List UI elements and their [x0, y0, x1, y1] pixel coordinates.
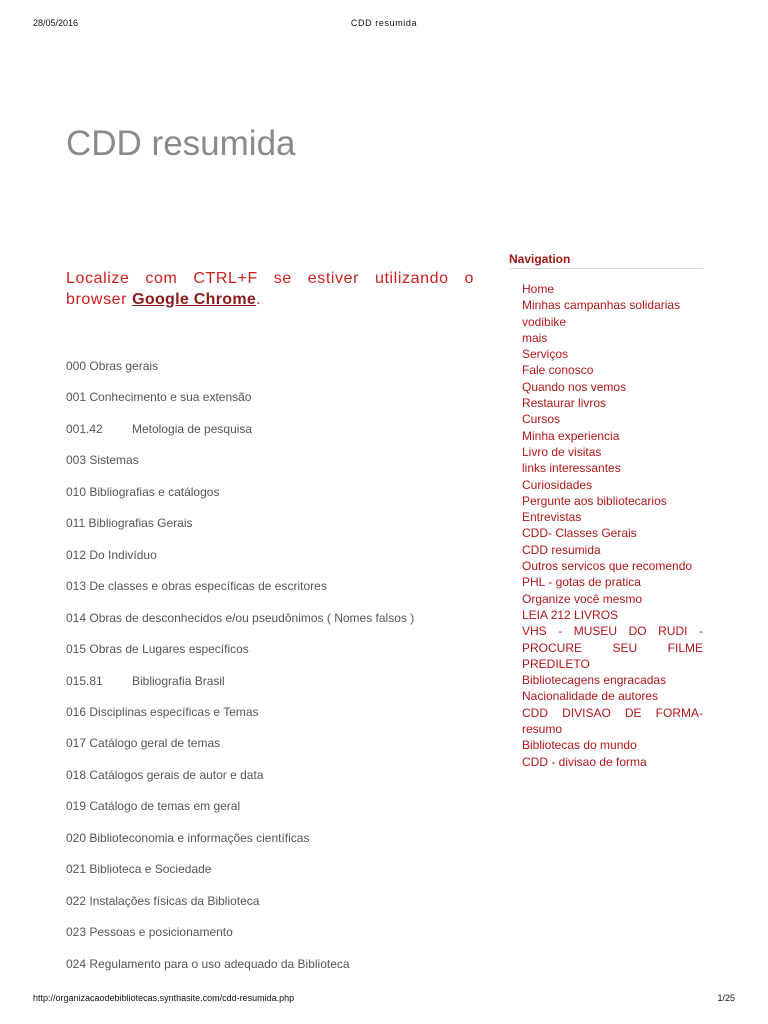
print-date: 28/05/2016	[33, 18, 79, 28]
search-tip	[66, 268, 474, 310]
class-label: Obras de Lugares específicos	[89, 642, 249, 657]
nav-item[interactable]: mais	[522, 330, 548, 345]
class-code: 014	[66, 610, 87, 625]
nav-item[interactable]: CDD DIVISAO DE FORMA-resumo	[522, 705, 703, 737]
class-row	[66, 611, 414, 625]
class-row	[66, 674, 225, 688]
nav-item[interactable]: VHS - MUSEU DO RUDI - PROCURE SEU FILME PREDILETO	[522, 624, 703, 671]
class-label: Obras gerais	[89, 359, 159, 373]
class-code: 015.81	[66, 673, 103, 688]
nav-item[interactable]: Minha experiencia	[522, 428, 620, 443]
class-label: Bibliografia Brasil	[132, 673, 225, 688]
nav-item[interactable]: Nacionalidade de autores	[522, 689, 659, 704]
class-code: 022	[66, 893, 87, 908]
nav-item[interactable]: Bibliotecagens engracadas	[522, 673, 667, 688]
class-row	[66, 925, 233, 939]
nav-item[interactable]: Bibliotecas do mundo	[522, 738, 637, 753]
google-chrome-link[interactable]: Google Chrome	[132, 291, 257, 308]
class-label: Conhecimento e sua extensão	[89, 390, 252, 405]
class-label: Bibliografias Gerais	[88, 516, 193, 531]
nav-item[interactable]: Serviços	[522, 347, 569, 362]
class-row	[66, 957, 350, 971]
class-row	[66, 390, 251, 404]
class-row	[66, 516, 193, 530]
class-label: Sistemas	[89, 453, 139, 468]
print-footer	[0, 993, 768, 1007]
nav-item[interactable]: Restaurar livros	[522, 396, 607, 411]
class-code: 011	[66, 516, 86, 531]
page-number: 1/25	[717, 993, 735, 1003]
class-row	[66, 768, 264, 782]
nav-item[interactable]: Organize você mesmo	[522, 591, 643, 606]
navigation-list	[522, 281, 703, 770]
nav-item[interactable]: vodibike	[522, 314, 567, 329]
class-code: 018	[66, 767, 87, 782]
class-label: Do Indivíduo	[89, 547, 157, 562]
class-label: Metologia de pesquisa	[132, 421, 253, 436]
nav-item[interactable]: Home	[522, 282, 555, 296]
class-code: 023	[66, 925, 87, 940]
class-row	[66, 359, 158, 373]
print-url: http://organizacaodebibliotecas.synthasite.com/cdd-resumida.php	[33, 993, 295, 1003]
nav-item[interactable]: Minhas campanhas solidarias	[522, 298, 681, 313]
class-code: 021	[66, 862, 87, 877]
nav-item[interactable]: PHL - gotas de pratica	[522, 575, 641, 590]
class-label: Instalações físicas da Biblioteca	[89, 893, 260, 908]
class-code: 003	[66, 453, 87, 468]
class-label: Catálogos gerais de autor e data	[89, 767, 264, 782]
class-label: De classes e obras específicas de escritores	[89, 579, 327, 594]
nav-item[interactable]: Outros servicos que recomendo	[522, 559, 693, 574]
nav-item[interactable]: LEIA 212 LIVROS	[522, 607, 619, 622]
class-row	[66, 894, 259, 908]
class-code: 017	[66, 736, 87, 751]
class-code: 001	[66, 390, 87, 405]
nav-item[interactable]: Pergunte aos bibliotecarios	[522, 493, 667, 508]
class-row	[66, 862, 211, 876]
class-row	[66, 422, 252, 436]
class-code: 024	[66, 956, 87, 971]
nav-item[interactable]: CDD- Classes Gerais	[522, 526, 637, 541]
search-tip-suffix: .	[256, 291, 262, 308]
class-row	[66, 579, 327, 593]
class-label: Biblioteconomia e informações científicas	[89, 830, 310, 845]
nav-item[interactable]: Quando nos vemos	[522, 379, 627, 394]
class-code: 020	[66, 830, 87, 845]
class-code: 016	[66, 704, 87, 719]
nav-item[interactable]: CDD - divisao de forma	[522, 754, 647, 769]
class-code: 000	[66, 359, 87, 373]
class-row	[66, 642, 249, 656]
class-row	[66, 736, 220, 750]
nav-item[interactable]: Entrevistas	[522, 510, 582, 525]
class-row	[66, 831, 309, 845]
class-row	[66, 485, 219, 499]
page-title: CDD resumida	[66, 124, 296, 163]
class-code: 012	[66, 547, 87, 562]
class-row	[66, 799, 240, 813]
class-label: Obras de desconhecidos e/ou pseudônimos ( Nomes falsos )	[89, 610, 415, 625]
search-tip-text: Localize com CTRL+F se estiver utilizando o browser	[66, 270, 474, 308]
class-label: Bibliografias e catálogos	[89, 484, 220, 499]
nav-item[interactable]: Curiosidades	[522, 477, 593, 492]
class-label: Pessoas e posicionamento	[89, 925, 233, 940]
nav-item[interactable]: CDD resumida	[522, 542, 601, 557]
class-label: Regulamento para o uso adequado da Biblioteca	[89, 956, 350, 971]
navigation-panel	[509, 252, 703, 769]
print-header	[0, 18, 768, 32]
class-label: Disciplinas específicas e Temas	[89, 704, 259, 719]
navigation-title: Navigation	[509, 252, 703, 269]
nav-item[interactable]: Fale conosco	[522, 363, 594, 378]
class-code: 019	[66, 799, 87, 814]
class-row	[66, 705, 259, 719]
class-code: 015	[66, 642, 87, 657]
nav-item[interactable]: Livro de visitas	[522, 444, 602, 459]
class-code: 013	[66, 579, 87, 594]
class-row	[66, 548, 157, 562]
class-code: 010	[66, 484, 87, 499]
class-code: 001.42	[66, 421, 103, 436]
class-label: Biblioteca e Sociedade	[89, 862, 212, 877]
class-label: Catálogo geral de temas	[89, 736, 221, 751]
print-title: CDD resumida	[350, 18, 418, 28]
nav-item[interactable]: links interessantes	[522, 461, 621, 476]
class-label: Catálogo de temas em geral	[89, 799, 241, 814]
class-row	[66, 453, 139, 467]
nav-item[interactable]: Cursos	[522, 412, 561, 427]
